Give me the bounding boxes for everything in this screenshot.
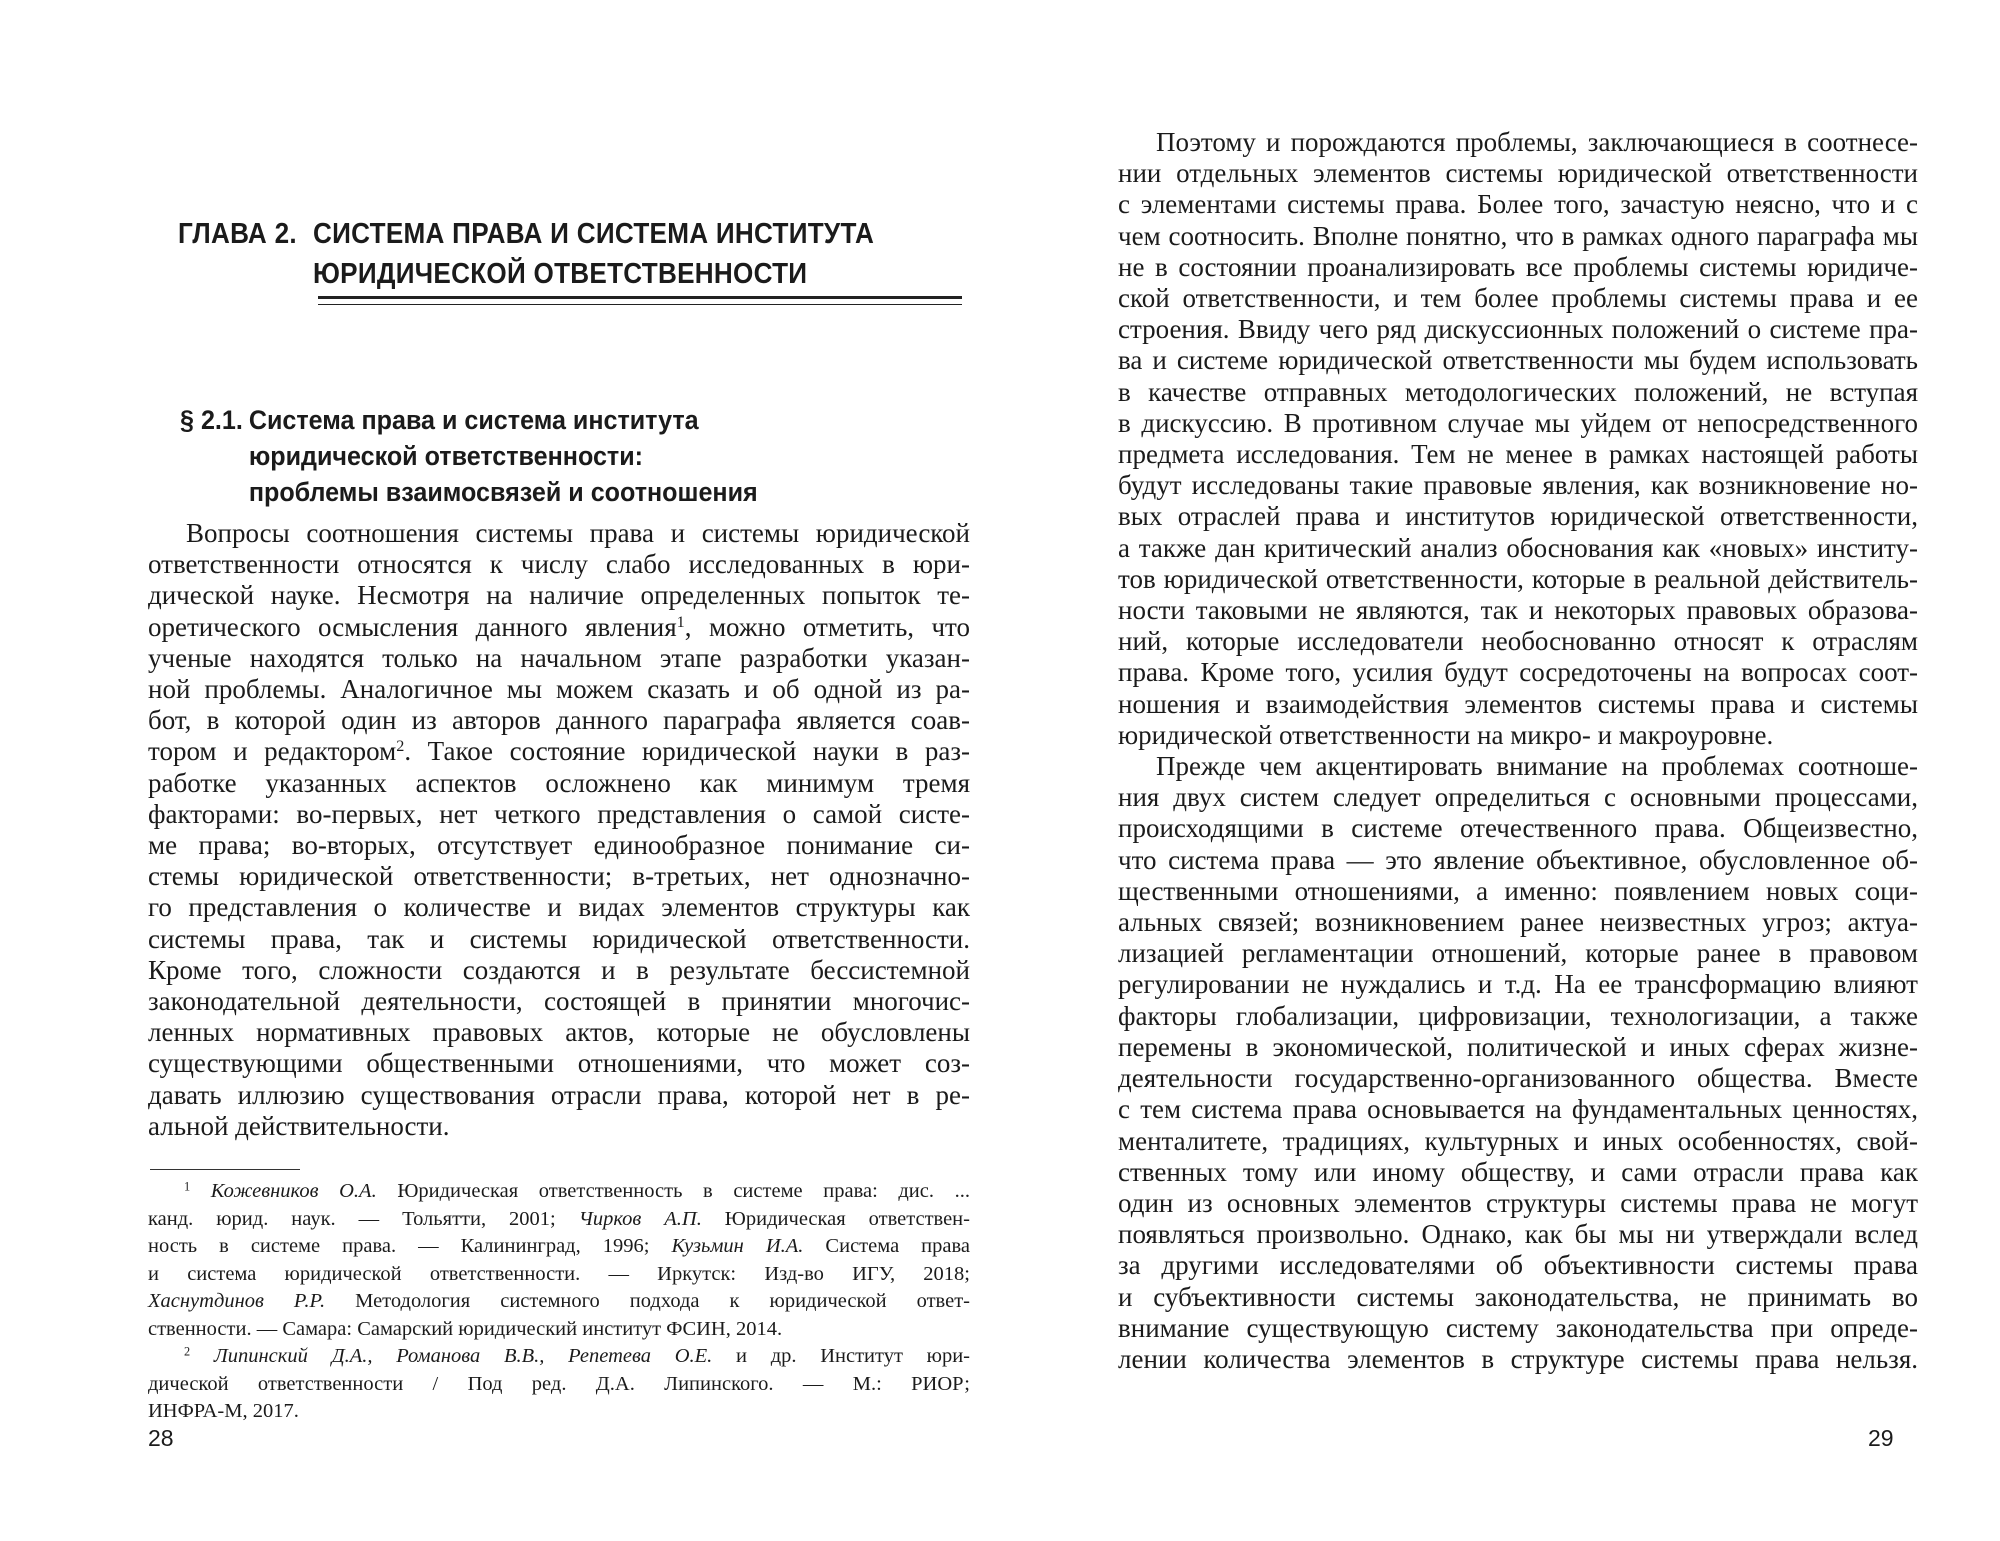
text-line: Поэтому и порождаются проблемы, заключающиеся в соотнесе- [1156,127,1918,157]
text-line: Прежде чем акцентировать внимание на проблемах соотноше- [1156,751,1918,782]
footnote-author: Липинский Д.А., Романова В.В., Репетева О.Е. [213,1345,713,1367]
text-line: ской ответственности, и тем более проблемы системы права и ее [1118,283,1918,314]
text-line: нии отдельных элементов системы юридической ответственности [1118,158,1918,189]
text-line: ленных нормативных правовых актов, которые не обусловлены [148,1017,970,1048]
footnote-ref: 2 [396,737,405,756]
text-line [148,612,970,643]
text-segment: , можно отметить, что [684,611,970,642]
chapter-label: ГЛАВА 2. [178,218,297,250]
text-line: го представления о количестве и видах элементов структуры как [148,892,970,923]
section-title-line1: Система права и система института [248,405,699,435]
footnote-text: Методология системного подхода к юридической ответ- [325,1290,970,1312]
text-line: лизацией регламентации отношений, которые ранее в правовом [1118,938,1918,969]
text-segment: . Такое состояние юридической науки в раз- [404,736,971,767]
text-line: а также дан критический анализ обоснования как «новых» институ- [1118,532,1918,563]
footnote-text: Юридическая ответственность в системе права: дис. ... [376,1180,970,1202]
text-line: за другими исследователями об объективности системы права [1118,1250,1918,1281]
text-line: щественными отношениями, а именно: появлением новых соци- [1118,875,1918,906]
footnote-line: ИНФРА-М, 2017. [148,1400,299,1422]
text-segment: оретического осмысления данного явления [148,611,677,642]
text-line: менталитете, традициях, культурных и иных особенностях, свой- [1118,1125,1918,1156]
text-line: альных связей; возникновением ранее неизвестных угроз; актуа- [1118,907,1918,938]
text-line: факторами: во-первых, нет четкого представления о самой систе- [148,798,970,829]
chapter-heading [178,214,898,294]
text-line: альной действительности. [148,1110,450,1141]
text-line: дической науке. Несмотря на наличие определенных попыток те- [148,580,970,611]
footnote-line [148,1178,970,1206]
right-page [1000,0,2000,1541]
text-line: ученые находятся только на начальном этапе разработки указан- [148,642,970,673]
text-line: стемы юридической ответственности; в-третьих, нет однозначно- [148,861,970,892]
text-line: Вопросы соотношения системы права и системы юридической [186,518,970,548]
text-line: ний, которые исследователи необоснованно относят к отраслям [1118,626,1918,657]
section-heading [180,402,924,510]
chapter-double-rule [318,296,962,305]
text-line: регулировании не нуждались и т.д. На ее трансформацию влияют [1118,969,1918,1000]
text-line: ме права; во-вторых, отсутствует единообразное понимание си- [148,830,970,861]
section-label: § 2.1. [180,405,243,435]
text-line: ношения и взаимодействия элементов системы права и системы [1118,688,1918,719]
text-line: вых отраслей права и институтов юридической ответственности, [1118,501,1918,532]
footnote-ref: 1 [676,612,685,631]
text-line: в дискуссию. В противном случае мы уйдем от непосредственного [1118,407,1918,438]
footnote-line [148,1343,970,1371]
footnote-text: ность в системе права. — Калининград, 1996; [148,1235,672,1257]
text-line: давать иллюзию существования отрасли права, которой нет в ре- [148,1079,970,1110]
text-line: бот, в которой один из авторов данного параграфа является соав- [148,705,970,736]
text-line: с элементами системы права. Более того, зачастую неясно, что и с [1118,189,1918,220]
text-line: лении количества элементов в структуре системы права нельзя. [1118,1343,1918,1374]
text-line: что система права — это явление объективное, обусловленное об- [1118,844,1918,875]
text-line: перемены в экономической, политической и иных сферах жизне- [1118,1031,1918,1062]
text-line: Кроме того, сложности создаются и в результате бессистемной [148,954,970,985]
text-line: с тем система права основывается на фундаментальных ценностях, [1118,1094,1918,1125]
footnote-line [148,1288,970,1316]
text-line: будут исследованы такие правовые явления, как возникновение но- [1118,470,1918,501]
text-line: один из основных элементов структуры системы права не могут [1118,1187,1918,1218]
text-line: тов юридической ответственности, которые в реальной действитель- [1118,563,1918,594]
footnote-line [148,1233,970,1261]
text-line: ния двух систем следует определиться с основными процессами, [1118,782,1918,813]
footnote-separator [150,1169,300,1170]
left-paragraph [148,518,970,1142]
footnote-author: Кузьмин И.А. [671,1235,804,1257]
footnote-text: Система права [803,1235,971,1257]
page-number: 29 [1868,1425,1894,1451]
chapter-title-line2: ЮРИДИЧЕСКОЙ ОТВЕТСТВЕННОСТИ [313,258,808,290]
text-line: законодательной деятельности, состоящей в принятии многочис- [148,986,970,1017]
text-line: существующими общественными отношениями, что может соз- [148,1048,970,1079]
text-line: юридической ответственности на микро- и макроуровне. [1118,719,1774,750]
footnote-mark: 1 [184,1179,191,1194]
text-line: ности таковыми не являются, так и некоторых правовых образова- [1118,595,1918,626]
text-line: предмета исследования. Тем не менее в рамках настоящей работы [1118,439,1918,470]
text-line: системы права, так и системы юридической ответственности. [148,923,970,954]
text-line: ной проблемы. Аналогичное мы можем сказать и об одной из ра- [148,674,970,705]
right-paragraphs [1118,127,1918,1375]
text-line [148,736,970,767]
footnote-mark: 2 [184,1344,191,1359]
text-line: деятельности государственно-организованного общества. Вместе [1118,1063,1918,1094]
text-line: внимание существующую систему законодательства при опреде- [1118,1312,1918,1343]
text-segment: тором и редактором [148,736,397,767]
text-line: в качестве отправных методологических положений, не вступая [1118,376,1918,407]
text-line: не в состоянии проанализировать все проблемы системы юридиче- [1118,251,1918,282]
text-line: и субъективности системы законодательства, не принимать во [1118,1281,1918,1312]
text-line: происходящими в системе отечественного права. Общеизвестно, [1118,813,1918,844]
footnote-line: дической ответственности / Под ред. Д.А. Липинского. — М.: РИОР; [148,1372,970,1395]
text-line: ответственности относятся к числу слабо исследованных в юри- [148,549,970,580]
footnote-line: ственности. — Самара: Самарский юридический институт ФСИН, 2014. [148,1317,783,1340]
text-line: чем соотносить. Вполне понятно, что в рамках одного параграфа мы [1118,220,1918,251]
footnote-line [148,1206,970,1234]
footnote-author: Хаснутдинов Р.Р. [148,1290,326,1312]
section-title-line2: юридической ответственности: [248,441,644,471]
chapter-title-line1: СИСТЕМА ПРАВА И СИСТЕМА ИНСТИТУТА [313,218,875,250]
text-line: факторы глобализации, цифровизации, технологизации, а также [1118,1000,1918,1031]
text-line: строения. Ввиду чего ряд дискуссионных положений о системе пра- [1118,314,1918,345]
text-line: появляться произвольно. Однако, как бы мы ни утверждали вслед [1118,1219,1918,1250]
footnote-author: Кожевников О.А. [210,1180,377,1202]
footnote-text: Юридическая ответствен- [701,1207,970,1230]
footnote-text: и др. Институт юри- [712,1345,970,1367]
text-line: права. Кроме того, усилия будут сосредоточены на вопросах соот- [1118,657,1918,688]
section-title-line3: проблемы взаимосвязей и соотношения [248,477,758,507]
text-line: ственных тому или иному обществу, и сами отрасли права как [1118,1156,1918,1187]
footnote-line: и система юридической ответственности. — Иркутск: Изд-во ИГУ, 2018; [148,1262,970,1285]
text-line: ва и системе юридической ответственности мы будем использовать [1118,345,1918,376]
footnote-author: Чирков А.П. [578,1207,702,1230]
page-number: 28 [148,1425,174,1451]
footnotes [148,1178,970,1426]
text-line: работке указанных аспектов осложнено как минимум тремя [148,767,970,798]
footnote-text: канд. юрид. наук. — Тольятти, 2001; [148,1207,579,1230]
